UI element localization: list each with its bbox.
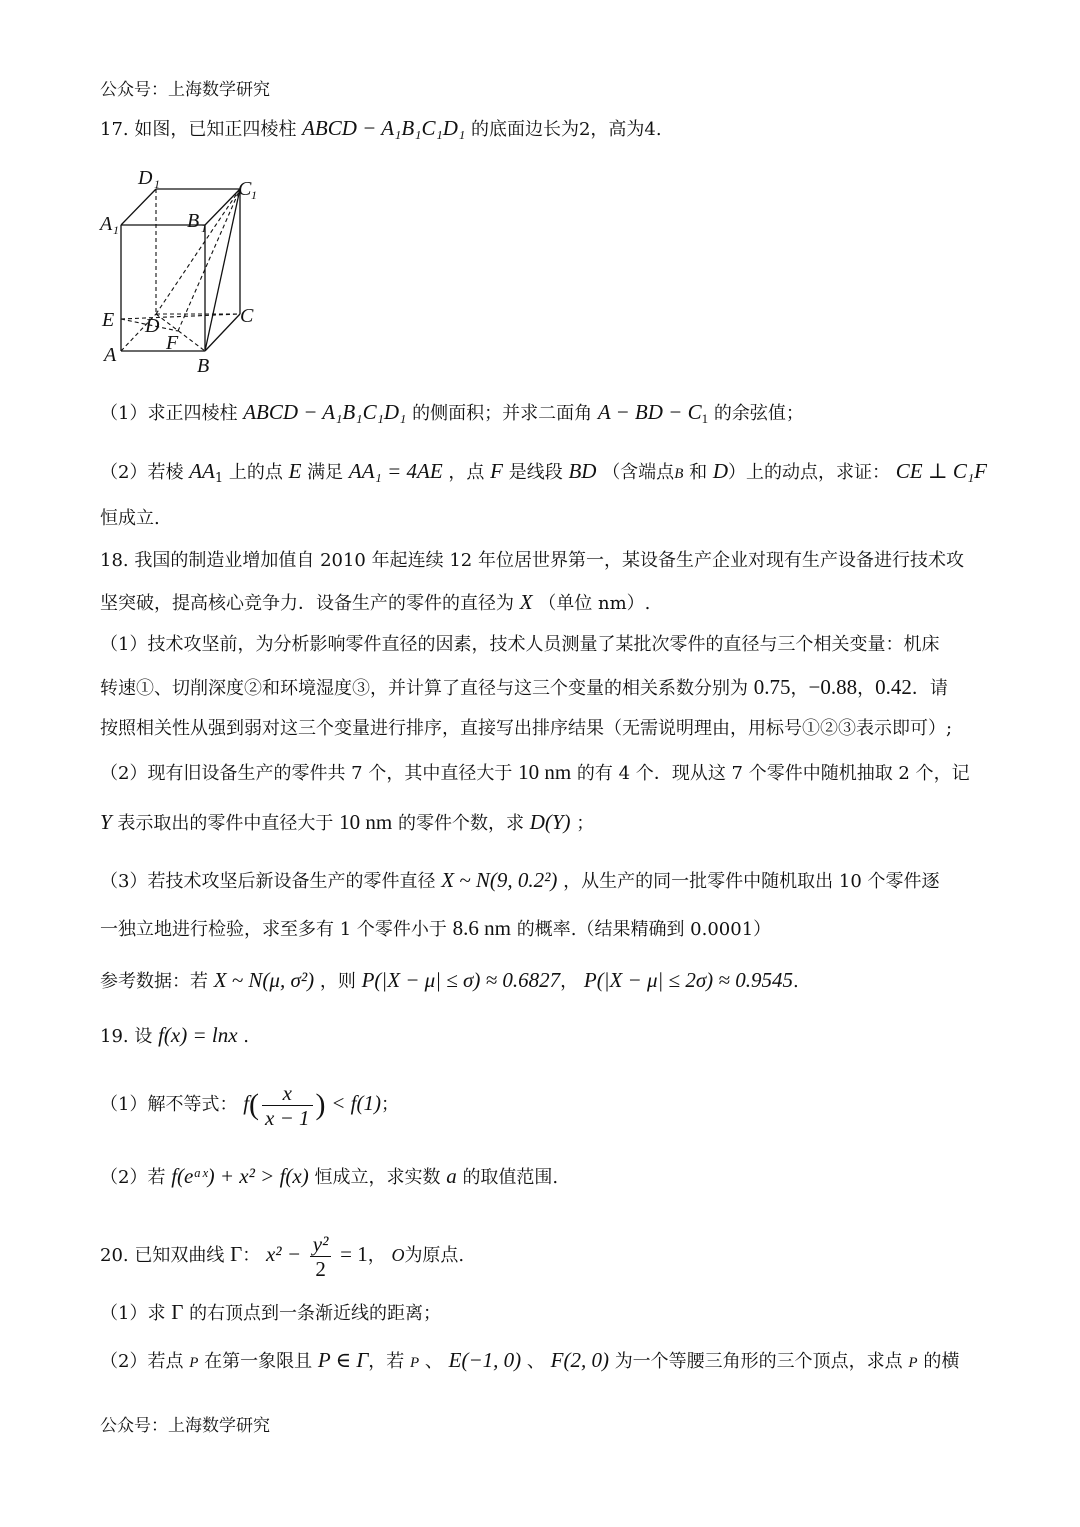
q18-line7: Y 表示取出的零件中直径大于 10 nm 的零件个数，求 D(Y) ； <box>100 810 595 834</box>
label-a: A <box>104 344 117 366</box>
label-e: E <box>102 309 115 331</box>
page-footer: 公众号：上海数学研究 <box>100 1416 270 1436</box>
fraction: $\frac{x}{x - 1}$ <box>262 1081 313 1130</box>
label-b1: B <box>187 210 200 232</box>
q18-line1: 18. 我国的制造业增加值自 2010 年起连续 12 年位居世界第一，某设备生产企业对现有生产设备进行技术攻 <box>100 550 964 571</box>
q17-part2-end: 恒成立. <box>100 508 160 529</box>
label-d: D <box>145 315 160 337</box>
q18-line5: 按照相关性从强到弱对这三个变量进行排序，直接写出排序结果（无需说明理由，用标号①②③表示即可）; <box>100 718 953 739</box>
label-f: F <box>166 332 179 354</box>
q19-part2: （2）若 f(eᵃˣ) + x² > f(x) 恒成立，求实数 a 的取值范围. <box>100 1164 559 1188</box>
q17-part1: （1）求正四棱柱 ABCD − A₁B₁C₁D₁ 的侧面积；并求二面角 A − BD − $C_1$ 的余弦值； <box>100 400 804 426</box>
prism-figure <box>98 162 268 377</box>
svg-text:1: 1 <box>251 188 257 202</box>
svg-text:1: 1 <box>113 223 119 237</box>
q17-stem: 17. 如图，已知正四棱柱 ABCD − A₁B₁C₁D₁ 的底面边长为2，高为4. <box>100 116 662 140</box>
q17-part2: （2）若棱 $AA_1$ 上的点 E 满足 AA₁ = 4AE ，点 F 是线段 BD （含端点B 和 D）上的动点，求证： CE ⊥ C₁F <box>100 459 987 486</box>
q18-line8: （3）若技术攻坚后新设备生产的零件直径 X ~ N(9, 0.2²) ，从生产的同一批零件中随机取出 10 个零件逐 <box>100 868 940 892</box>
q18-reference: 参考数据：若 X ~ N(μ, σ²) ，则 P(|X − μ| ≤ σ) ≈ 0.6827， P(|X − μ| ≤ 2σ) ≈ 0.9545. <box>100 968 799 992</box>
q20-part2: （2）若点 P 在第一象限且 P ∈ Γ，若 P 、 E(−1, 0) 、 F(2, 0) 为一个等腰三角形的三个顶点，求点 P 的横 <box>100 1348 960 1372</box>
q18-line9: 一独立地进行检验，求至多有 1 个零件小于 8.6 nm 的概率.（结果精确到 0.0001） <box>100 916 772 940</box>
svg-text:1: 1 <box>201 221 207 235</box>
q20-stem: 20. 已知双曲线 Γ： x² − $\frac{\text{y²}}{2}$ = 1， O为原点. <box>100 1231 465 1281</box>
q19-part1: （1）解不等式： f( $\frac{x}{x - 1}$ ) < f(1)； <box>100 1080 400 1130</box>
page-header: 公众号：上海数学研究 <box>100 80 270 100</box>
prism-name: ABCD − A₁B₁C₁D₁ <box>302 116 466 140</box>
q18-line3: （1）技术攻坚前，为分析影响零件直径的因素，技术人员测量了某批次零件的直径与三个相关变量：机床 <box>100 634 940 655</box>
svg-text:1: 1 <box>154 177 160 191</box>
q18-line6: （2）现有旧设备生产的零件共 7 个，其中直径大于 10 nm 的有 4 个．现从这 7 个零件中随机抽取 2 个，记 <box>100 760 970 784</box>
q20-part1: （1）求 Γ 的右顶点到一条渐近线的距离； <box>100 1300 442 1324</box>
q19-stem: 19. 设 f(x) = lnx . <box>100 1023 250 1047</box>
fraction: $\frac{\text{y²}}{2}$ <box>310 1232 332 1281</box>
label-c: C <box>240 305 254 327</box>
q18-line2: 坚突破，提高核心竞争力．设备生产的零件的直径为 X （单位 nm）. <box>100 590 651 614</box>
label-b: B <box>197 355 210 377</box>
label-d1: D <box>138 167 153 189</box>
label-c1: C <box>238 178 252 200</box>
q18-line4: 转速①、切削深度②和环境湿度③，并计算了直径与这三个变量的相关系数分别为 0.75，−0.88，0.42．请 <box>100 675 948 699</box>
label-a1: A <box>100 213 113 235</box>
